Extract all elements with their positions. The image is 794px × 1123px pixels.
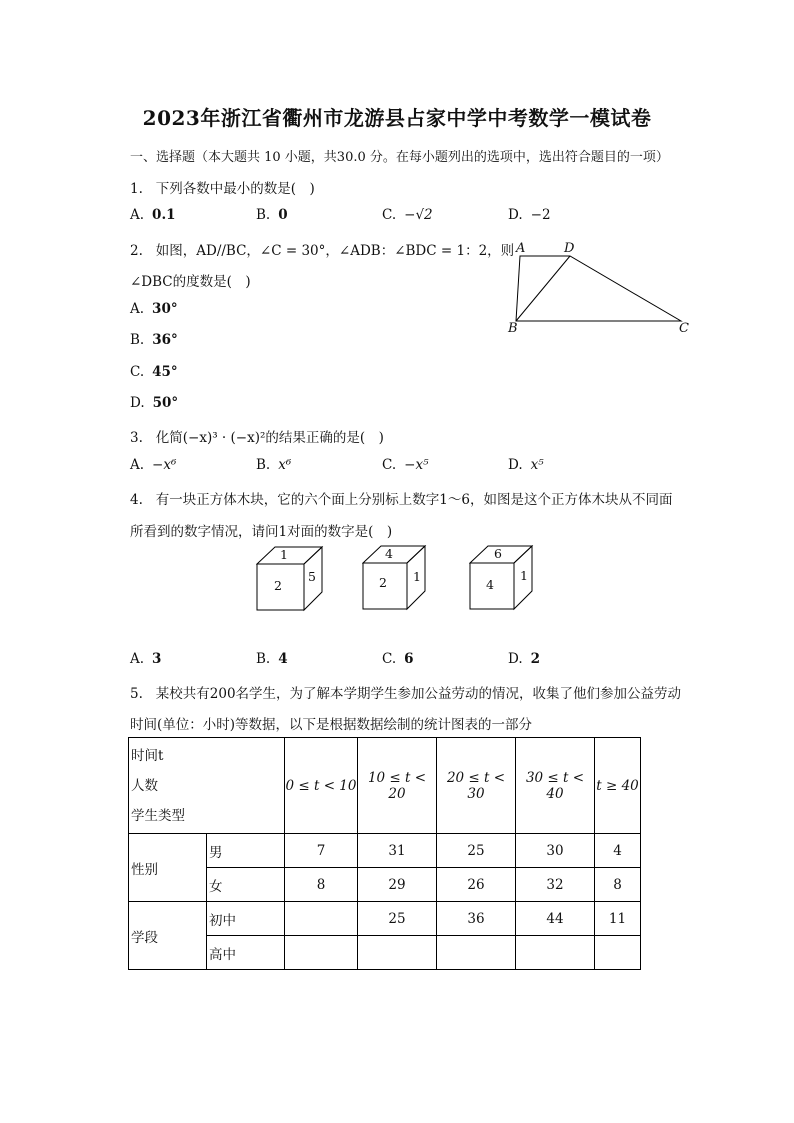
table-cell: 29 (358, 868, 437, 902)
table-header-row (129, 738, 641, 834)
question-number: 1. (130, 181, 143, 197)
table-cell (285, 936, 358, 970)
option-value: −√2 (404, 207, 433, 223)
question-text: 化简(−x)³ · (−x)²的结果正确的是( ) (155, 430, 384, 446)
question-1 (130, 177, 315, 197)
q2-option-d[interactable] (130, 395, 178, 411)
cube-front-number: 4 (486, 577, 494, 592)
option-value: −x⁵ (404, 457, 429, 473)
option-value: 30° (152, 301, 178, 317)
statistics-table (128, 737, 641, 970)
question-3 (130, 426, 384, 446)
cube-side-number: 5 (308, 569, 316, 584)
table-cell (437, 936, 516, 970)
q3-option-b[interactable] (256, 457, 291, 473)
question-text-line1: 有一块正方体木块，它的六个面上分别标上数字1～6，如图是这个正方体木块从不同面 (155, 492, 673, 508)
page-title: 2023年浙江省衢州市龙游县占家中学中考数学一模试卷 (142, 106, 652, 130)
q2-option-a[interactable] (130, 301, 178, 317)
question-number: 5. (130, 686, 143, 702)
option-value: x⁵ (530, 457, 544, 473)
table-cell: 31 (358, 834, 437, 868)
option-letter: D. (508, 207, 523, 223)
column-header: 30 ≤ t < 40 (516, 738, 595, 834)
option-value: −x⁶ (152, 457, 177, 473)
option-value: 0.1 (152, 207, 176, 223)
cube-top-number: 4 (385, 546, 393, 561)
q3-option-c[interactable] (382, 457, 428, 473)
option-letter: B. (256, 207, 271, 223)
q2-option-c[interactable] (130, 364, 178, 380)
table-cell: 25 (358, 902, 437, 936)
option-value: x⁶ (278, 457, 292, 473)
q3-option-d[interactable] (508, 457, 544, 473)
question-4 (130, 488, 672, 508)
table-cell (595, 936, 641, 970)
option-letter: D. (508, 651, 523, 667)
question-text-line1: 某校共有200名学生，为了解本学期学生参加公益劳动的情况，收集了他们参加公益劳动 (155, 686, 682, 702)
option-value: 3 (152, 651, 162, 667)
question-number: 2. (130, 243, 143, 259)
row-label: 初中 (207, 902, 285, 936)
question-text: 下列各数中最小的数是( ) (155, 181, 315, 197)
question-number: 4. (130, 492, 143, 508)
option-letter: A. (130, 457, 145, 473)
table-row (129, 834, 641, 868)
cube-shape (362, 545, 432, 615)
table-cell: 8 (285, 868, 358, 902)
row-label: 女 (207, 868, 285, 902)
option-letter: A. (130, 651, 145, 667)
table-cell: 32 (516, 868, 595, 902)
table-cell (285, 902, 358, 936)
question-5 (130, 682, 681, 702)
option-value: −2 (530, 207, 551, 223)
table-cell: 44 (516, 902, 595, 936)
cube-side-number: 1 (413, 569, 421, 584)
trapezoid-figure (505, 238, 705, 343)
table-cell: 11 (595, 902, 641, 936)
header-label-time: 时间t (131, 747, 164, 764)
option-letter: C. (130, 364, 145, 380)
q4-option-c[interactable] (382, 651, 414, 667)
q1-option-c[interactable] (382, 207, 433, 223)
header-label-count: 人数 (131, 777, 158, 794)
column-header: 10 ≤ t < 20 (358, 738, 437, 834)
group-label: 性别 (129, 834, 207, 902)
option-letter: C. (382, 651, 397, 667)
question-number: 3. (130, 430, 143, 446)
table-cell: 36 (437, 902, 516, 936)
column-header: t ≥ 40 (595, 738, 641, 834)
q1-option-b[interactable] (256, 207, 288, 223)
section-heading: 一、选择题（本大题共 10 小题，共30.0 分。在每小题列出的选项中，选出符合题目的一项） (130, 150, 669, 165)
vertex-label-c: C (679, 321, 689, 336)
cube-front-number: 2 (379, 575, 387, 590)
option-value: 2 (530, 651, 541, 667)
column-header: 0 ≤ t < 10 (285, 738, 358, 834)
option-value: 4 (278, 651, 288, 667)
header-label-type: 学生类型 (131, 807, 185, 824)
q1-option-a[interactable] (130, 207, 176, 223)
table-cell: 4 (595, 834, 641, 868)
q4-option-d[interactable] (508, 651, 540, 667)
option-letter: B. (256, 457, 271, 473)
cube-side-number: 1 (520, 568, 528, 583)
question-4-line2: 所看到的数字情况，请问1对面的数字是( ) (130, 524, 393, 540)
q2-option-b[interactable] (130, 332, 178, 348)
cube-top-number: 1 (280, 547, 288, 562)
option-letter: A. (130, 301, 145, 317)
trapezoid-diagram (505, 238, 705, 343)
cube-front-number: 2 (274, 578, 282, 593)
cube-view-2 (362, 545, 432, 615)
question-text-line1: 如图，AD//BC，∠C = 30°，∠ADB：∠BDC = 1：2，则 (155, 243, 515, 259)
option-letter: B. (130, 332, 145, 348)
table-corner-header (129, 738, 285, 834)
option-letter: C. (382, 457, 397, 473)
table-row (129, 902, 641, 936)
option-value: 0 (278, 207, 288, 223)
cube-shape (469, 545, 539, 615)
q1-option-d[interactable] (508, 207, 551, 223)
option-letter: B. (256, 651, 271, 667)
question-2 (130, 239, 514, 259)
vertex-label-b: B (508, 321, 518, 336)
table-cell (516, 936, 595, 970)
option-value: 36° (152, 332, 178, 348)
cube-view-1 (256, 546, 326, 616)
q3-option-a[interactable] (130, 457, 176, 473)
cube-view-3 (469, 545, 539, 615)
table-cell: 8 (595, 868, 641, 902)
option-letter: C. (382, 207, 397, 223)
question-2-line2: ∠DBC的度数是( ) (130, 274, 251, 290)
option-letter: D. (130, 395, 145, 411)
option-value: 50° (152, 395, 179, 411)
group-label: 学段 (129, 902, 207, 970)
column-header: 20 ≤ t < 30 (437, 738, 516, 834)
table-cell: 30 (516, 834, 595, 868)
row-label: 高中 (207, 936, 285, 970)
vertex-label-a: A (516, 241, 526, 256)
table-cell: 7 (285, 834, 358, 868)
option-value: 45° (152, 364, 178, 380)
table-cell (358, 936, 437, 970)
table-cell: 25 (437, 834, 516, 868)
q4-option-a[interactable] (130, 651, 161, 667)
option-letter: D. (508, 457, 523, 473)
vertex-label-d: D (564, 241, 575, 256)
row-label: 男 (207, 834, 285, 868)
table-cell: 26 (437, 868, 516, 902)
question-5-line2: 时间(单位：小时)等数据，以下是根据数据绘制的统计图表的一部分 (130, 717, 533, 733)
q4-option-b[interactable] (256, 651, 288, 667)
cube-top-number: 6 (494, 546, 502, 561)
option-value: 6 (404, 651, 414, 667)
option-letter: A. (130, 207, 145, 223)
